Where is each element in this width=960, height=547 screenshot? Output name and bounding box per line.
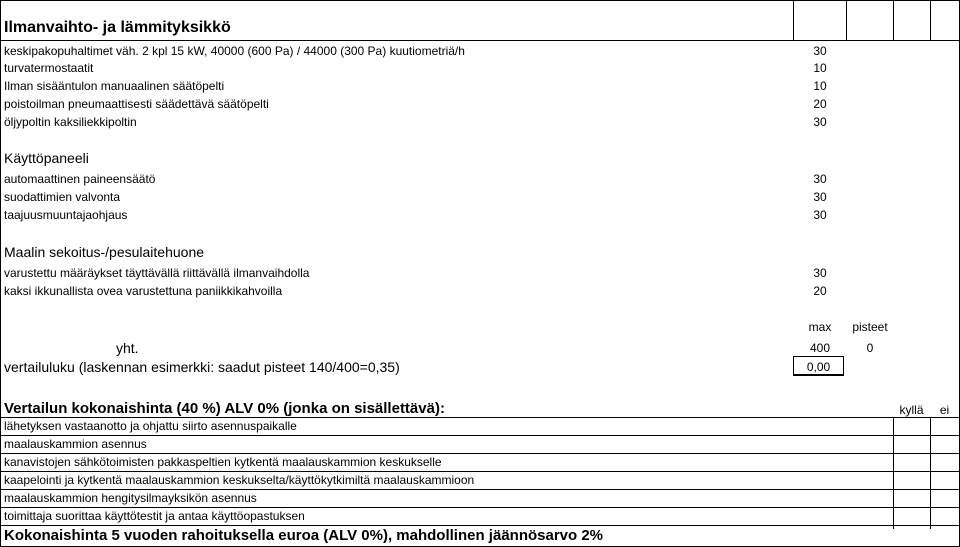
price-row-label: kanavistojen sähkötoimisten pakkaspeltien kytkentä maalauskammion keskukselle bbox=[4, 455, 442, 469]
max-total-value: 400 bbox=[809, 341, 831, 355]
grid-line-h-price6 bbox=[0, 525, 960, 526]
row-value: 10 bbox=[813, 61, 827, 75]
points-total-value: 0 bbox=[866, 341, 874, 355]
grid-outer-left bbox=[0, 0, 1, 547]
grid-line-h-price4 bbox=[0, 489, 960, 490]
row-label: poistoilman pneumaattisesti säädettävä säätöpelti bbox=[4, 97, 269, 111]
grid-line-h-price-header bbox=[0, 417, 960, 418]
no-column-header: ei bbox=[939, 403, 950, 417]
price-row-label: kaapelointi ja kytkentä maalauskammion keskukselta/käyttökytkimiltä maalauskammioon bbox=[4, 473, 475, 487]
total-price-label: Kokonaishinta 5 vuoden rahoituksella euroa (ALV 0%), mahdollinen jäännösarvo 2% bbox=[4, 527, 604, 544]
grid-line-h-price3 bbox=[0, 471, 960, 472]
row-label: Ilman sisääntulon manuaalinen säätöpelti bbox=[4, 79, 225, 93]
row-label: automaattinen paineensäätö bbox=[4, 172, 156, 186]
ratio-value-box[interactable] bbox=[793, 356, 844, 376]
grid-outer-top bbox=[0, 0, 960, 1]
price-row-label: lähetyksen vastaanotto ja ohjattu siirto asennuspaikalle bbox=[4, 419, 297, 433]
grid-line-v3 bbox=[893, 0, 894, 40]
section-title-ventilation-unit: Ilmanvaihto- ja lämmityksikkö bbox=[4, 19, 231, 36]
ratio-value: 0,00 bbox=[806, 360, 831, 374]
row-label: taajuusmuuntajaohjaus bbox=[4, 208, 128, 222]
price-row-label: toimittaja suorittaa käyttötestit ja antaa käyttöopastuksen bbox=[4, 509, 305, 523]
max-header: max bbox=[808, 320, 832, 334]
grid-line-v2 bbox=[846, 0, 847, 40]
ratio-label: vertailuluku (laskennan esimerkki: saadut pisteet 140/400=0,35) bbox=[4, 359, 400, 375]
row-label: turvatermostaatit bbox=[4, 61, 94, 75]
row-label: suodattimien valvonta bbox=[4, 190, 121, 204]
section-title-paint-mixing-room: Maalin sekoitus-/pesulaitehuone bbox=[4, 244, 205, 260]
row-value: 30 bbox=[813, 172, 827, 186]
row-value: 30 bbox=[813, 115, 827, 129]
row-value: 30 bbox=[813, 190, 827, 204]
row-value: 10 bbox=[813, 79, 827, 93]
row-value: 30 bbox=[813, 266, 827, 280]
points-header: pisteet bbox=[852, 320, 888, 334]
grid-line-v4 bbox=[930, 0, 931, 40]
grid-line-v5 bbox=[893, 417, 894, 529]
total-label: yht. bbox=[116, 340, 139, 356]
grid-line-h-price2 bbox=[0, 453, 960, 454]
row-value: 20 bbox=[813, 97, 827, 111]
price-row-label: maalauskammion hengitysilmayksikön asennus bbox=[4, 491, 257, 505]
grid-line-v1 bbox=[793, 0, 794, 40]
grid-line-title-bottom bbox=[0, 40, 960, 41]
row-value: 20 bbox=[813, 284, 827, 298]
grid-line-h-price5 bbox=[0, 507, 960, 508]
row-label: kaksi ikkunallista ovea varustettuna paniikkikahvoilla bbox=[4, 284, 283, 298]
row-label: keskipakopuhaltimet väh. 2 kpl 15 kW, 40000 (600 Pa) / 44000 (300 Pa) kuutiometriä/h bbox=[4, 44, 465, 58]
grid-line-h-price1 bbox=[0, 435, 960, 436]
row-label: varustettu määräykset täyttävällä riittävällä ilmanvaihdolla bbox=[4, 266, 310, 280]
row-value: 30 bbox=[813, 44, 827, 58]
row-label: öljypoltin kaksiliekkipoltin bbox=[4, 115, 137, 129]
section-title-control-panel: Käyttöpaneeli bbox=[4, 150, 89, 166]
grid-line-v6 bbox=[930, 417, 931, 529]
row-value: 30 bbox=[813, 208, 827, 222]
price-row-label: maalauskammion asennus bbox=[4, 437, 147, 451]
yes-column-header: kyllä bbox=[899, 403, 924, 417]
price-section-title: Vertailun kokonaishinta (40 %) ALV 0% (jonka on sisällettävä): bbox=[4, 400, 445, 417]
